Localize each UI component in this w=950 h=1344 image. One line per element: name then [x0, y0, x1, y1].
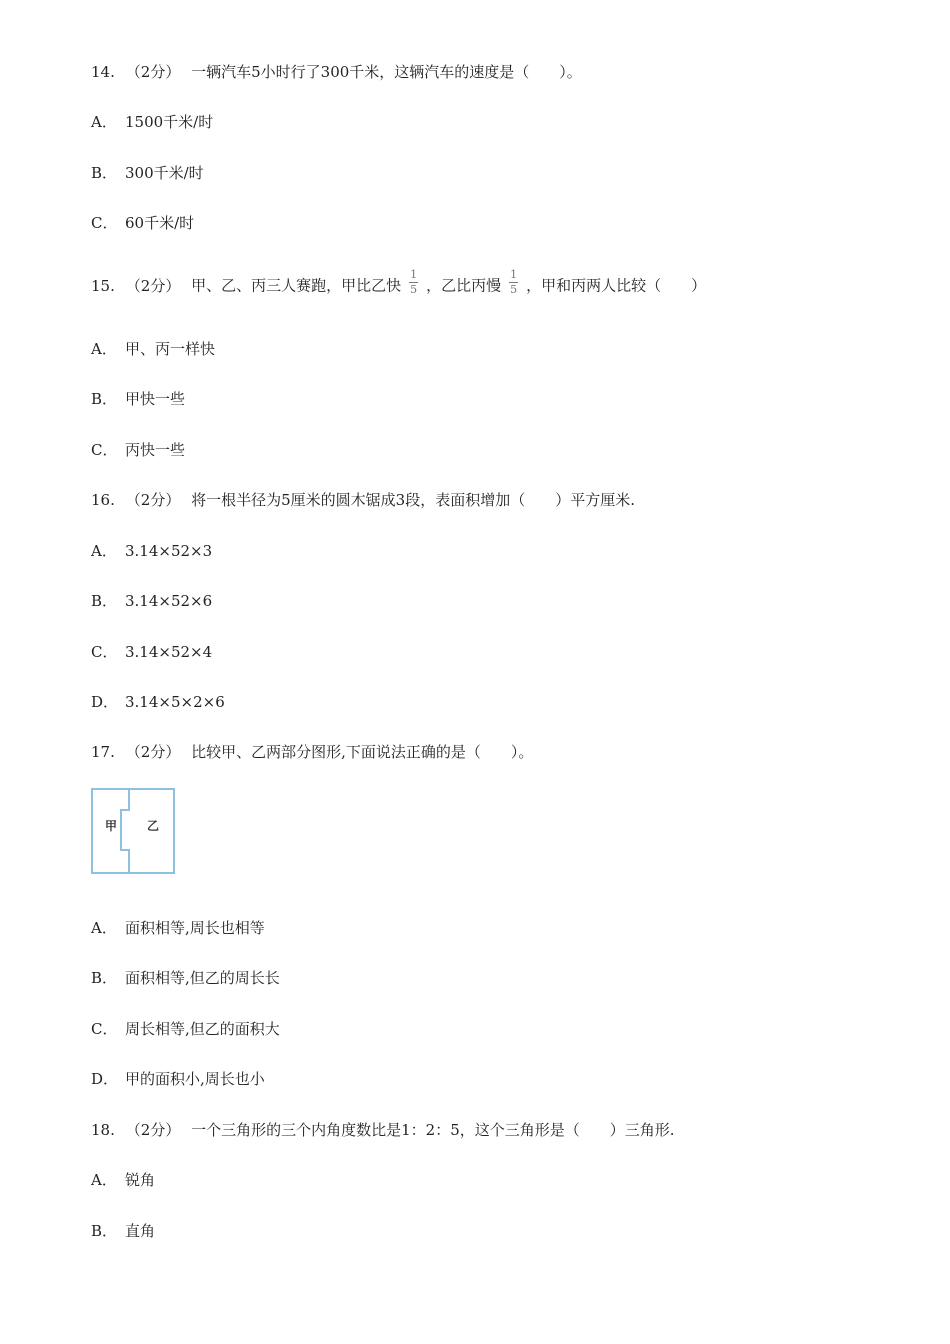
- question-text: 比较甲、乙两部分图形,下面说法正确的是（ ）。: [191, 743, 534, 761]
- question-text: 将一根半径为5厘米的圆木锯成3段，表面积增加（ ）平方厘米.: [191, 491, 635, 509]
- option-17-c: [91, 1019, 280, 1039]
- question-number: 15.: [91, 276, 115, 295]
- option-text: 3.14×52×3: [125, 542, 213, 560]
- option-letter: B．: [91, 164, 118, 182]
- fraction-one-fifth: [409, 269, 418, 296]
- option-letter: B．: [91, 592, 118, 610]
- question-score: （2分）: [125, 1121, 181, 1139]
- option-16-a: [91, 541, 212, 561]
- option-16-d: [91, 692, 225, 712]
- option-17-d: [91, 1069, 265, 1089]
- option-letter: D．: [91, 1070, 119, 1088]
- option-14-b: [91, 163, 204, 183]
- option-text: 3.14×52×4: [125, 643, 213, 661]
- option-text: 直角: [125, 1222, 156, 1240]
- question-number: 18.: [91, 1121, 115, 1139]
- figure-label-jia: 甲: [105, 819, 118, 833]
- option-text: 60千米/时: [125, 214, 195, 232]
- question-score: （2分）: [125, 63, 181, 81]
- option-18-b: [91, 1221, 155, 1241]
- figure-svg: [91, 788, 175, 874]
- option-text: 300千米/时: [125, 164, 204, 182]
- question-14-stem: [91, 62, 582, 82]
- fraction-numerator: 1: [510, 268, 518, 281]
- option-letter: B．: [91, 1222, 118, 1240]
- option-letter: A．: [91, 340, 117, 358]
- option-letter: A．: [91, 1171, 117, 1189]
- question-18-stem: [91, 1120, 675, 1140]
- option-letter: A．: [91, 113, 117, 131]
- question-score: （2分）: [125, 491, 181, 509]
- question-text-part3: ，甲和丙两人比较（ ）: [526, 276, 707, 295]
- option-15-a: [91, 339, 215, 359]
- option-text: 3.14×5×2×6: [125, 693, 225, 711]
- option-letter: A．: [91, 542, 117, 560]
- question-text-part2: ，乙比丙慢: [426, 276, 502, 295]
- question-15-stem: [91, 268, 707, 300]
- option-letter: C．: [91, 214, 118, 232]
- option-text: 3.14×52×6: [125, 592, 213, 610]
- option-letter: C．: [91, 441, 118, 459]
- option-text: 面积相等,周长也相等: [125, 919, 265, 937]
- question-number: 16.: [91, 491, 115, 509]
- option-text: 丙快一些: [125, 441, 186, 459]
- question-text: 一辆汽车5小时行了300千米，这辆汽车的速度是（ ）。: [191, 63, 582, 81]
- option-text: 1500千米/时: [125, 113, 214, 131]
- fraction-one-fifth: [509, 269, 518, 296]
- option-letter: A．: [91, 919, 117, 937]
- option-16-b: [91, 591, 212, 611]
- option-18-a: [91, 1170, 155, 1190]
- question-text-part1: 甲、乙、丙三人赛跑，甲比乙快: [191, 276, 402, 295]
- option-text: 甲、丙一样快: [125, 340, 216, 358]
- fraction-denominator: 5: [510, 283, 518, 296]
- option-text: 面积相等,但乙的周长长: [125, 969, 280, 987]
- option-17-a: [91, 918, 265, 938]
- question-17-stem: [91, 742, 533, 762]
- option-15-c: [91, 440, 185, 460]
- question-number: 17.: [91, 743, 115, 761]
- option-letter: D．: [91, 693, 119, 711]
- option-letter: B．: [91, 390, 118, 408]
- split-rectangle-figure: [91, 788, 175, 874]
- option-14-c: [91, 213, 194, 233]
- option-text: 甲快一些: [125, 390, 186, 408]
- question-score: （2分）: [125, 743, 181, 761]
- figure-label-yi: 乙: [147, 819, 160, 833]
- fraction-numerator: 1: [410, 268, 418, 281]
- question-number: 14.: [91, 63, 115, 81]
- option-text: 锐角: [125, 1171, 156, 1189]
- option-letter: C．: [91, 1020, 118, 1038]
- option-14-a: [91, 112, 213, 132]
- question-score: （2分）: [125, 276, 181, 295]
- option-text: 周长相等,但乙的面积大: [125, 1020, 280, 1038]
- question-16-stem: [91, 490, 635, 510]
- option-16-c: [91, 642, 212, 662]
- option-letter: B．: [91, 969, 118, 987]
- option-text: 甲的面积小,周长也小: [125, 1070, 265, 1088]
- option-15-b: [91, 389, 185, 409]
- fraction-denominator: 5: [410, 283, 418, 296]
- option-17-b: [91, 968, 280, 988]
- question-text: 一个三角形的三个内角度数比是1：2：5，这个三角形是（ ）三角形.: [191, 1121, 675, 1139]
- option-letter: C．: [91, 643, 118, 661]
